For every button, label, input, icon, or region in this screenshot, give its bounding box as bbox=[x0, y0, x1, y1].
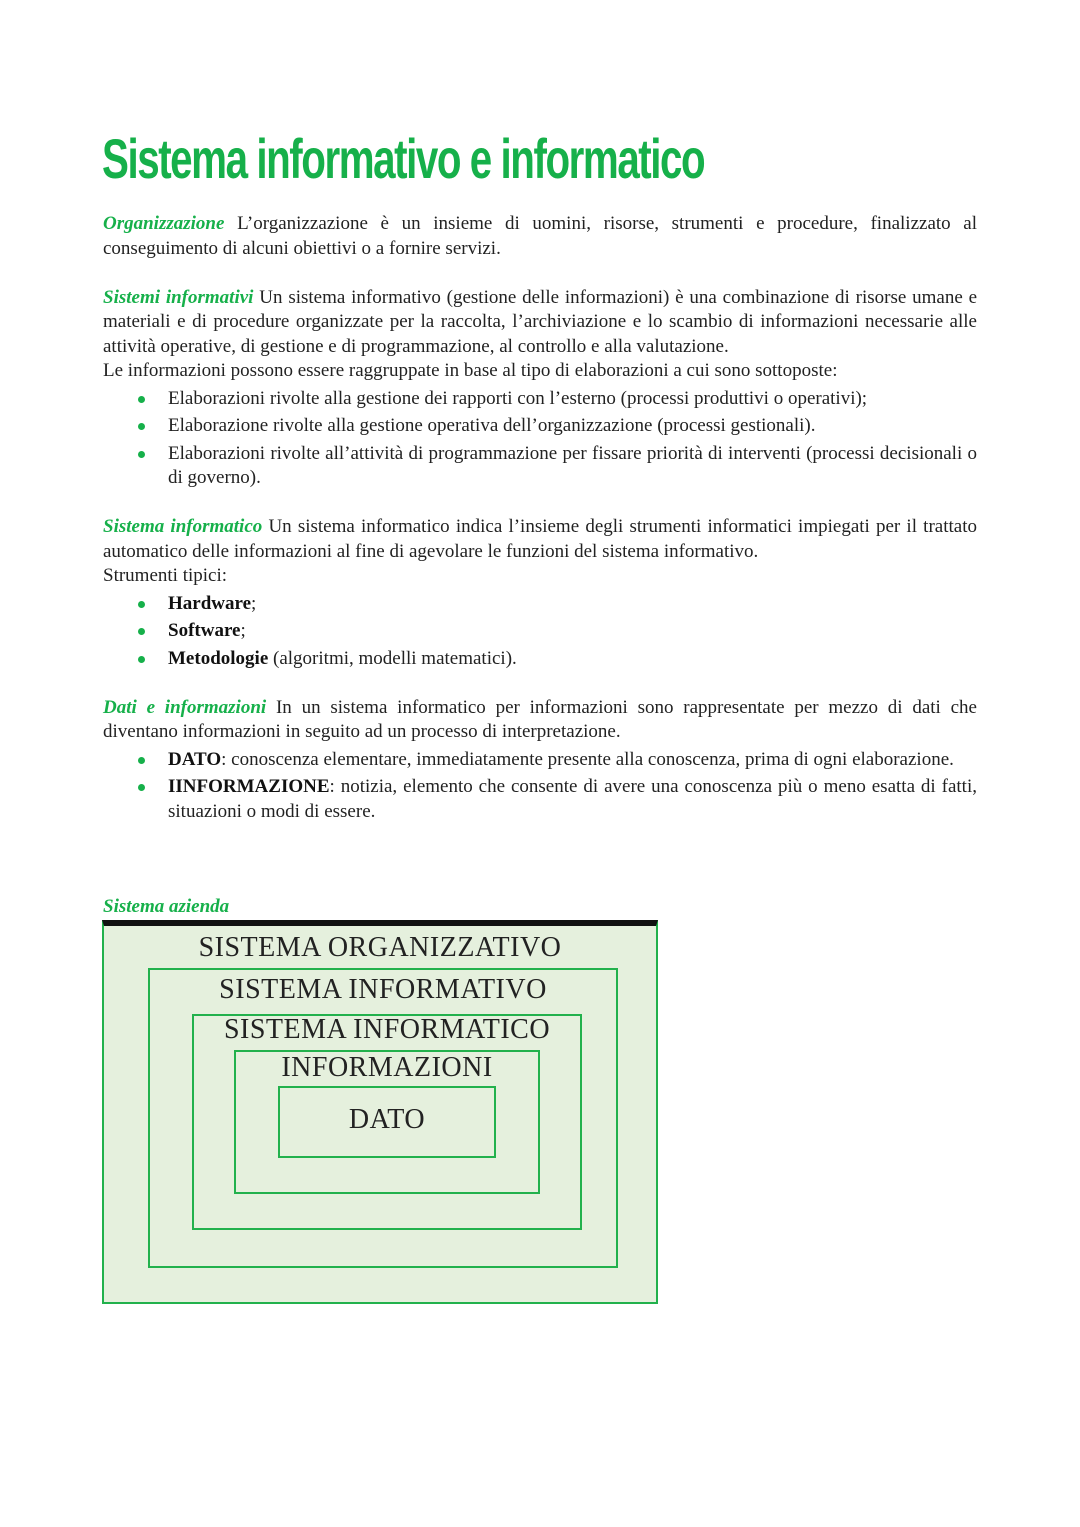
section-sistemi-informativi bbox=[103, 286, 977, 491]
paragraph bbox=[103, 515, 977, 564]
term-rest: : conoscenza elementare, immediatamente presente alla conoscenza, prima di ogni elaborazione. bbox=[221, 748, 954, 770]
paragraph-intro: Strumenti tipici: bbox=[103, 565, 228, 586]
nested-systems-diagram bbox=[102, 920, 658, 1304]
term-rest: : notizia, elemento che consente di avere una conoscenza più o meno esatta di fatti, situazioni o modi di essere. bbox=[168, 776, 977, 822]
bullet-list bbox=[103, 748, 977, 825]
section-keyword: Dati e informazioni bbox=[103, 696, 267, 718]
level-label-informazioni: INFORMAZIONI bbox=[281, 1052, 493, 1083]
box-sistema-informativo bbox=[148, 968, 618, 1268]
document-body bbox=[103, 212, 977, 849]
level-label-organizzativo: SISTEMA ORGANIZZATIVO bbox=[198, 932, 562, 963]
bullet-list bbox=[103, 387, 977, 491]
section-dati-informazioni bbox=[103, 696, 977, 825]
list-item: Elaborazioni rivolte all’attività di programmazione per fissare priorità di interventi (processi decisionali o di governo). bbox=[103, 442, 977, 491]
term-rest: ; bbox=[240, 620, 246, 641]
level-label-informatico: SISTEMA INFORMATICO bbox=[223, 1014, 551, 1045]
term: Hardware bbox=[168, 592, 252, 614]
term: DATO bbox=[168, 748, 222, 770]
term-rest: (algoritmi, modelli matematici). bbox=[268, 647, 517, 669]
box-informazioni bbox=[234, 1050, 540, 1194]
paragraph-text: In un sistema informatico per informazioni sono rappresentate per mezzo di dati che diventano informazioni in seguito ad un processo di interpretazione. bbox=[103, 696, 977, 742]
paragraph bbox=[103, 286, 977, 360]
list-item bbox=[103, 748, 977, 773]
section-keyword: Organizzazione bbox=[103, 213, 225, 234]
box-dato bbox=[278, 1086, 496, 1158]
list-item bbox=[103, 647, 977, 672]
box-sistema-informatico bbox=[192, 1014, 582, 1230]
section-organizzazione bbox=[103, 212, 977, 261]
paragraph-text: L’organizzazione è un insieme di uomini, risorse, strumenti e procedure, finalizzato al conseguimento di alcuni obiettivi o a fornire servizi. bbox=[103, 213, 978, 259]
paragraph bbox=[103, 696, 977, 745]
list-item: Elaborazione rivolte alla gestione operativa dell’organizzazione (processi gestionali). bbox=[103, 414, 977, 439]
section-keyword: Sistemi informativi bbox=[103, 286, 254, 308]
level-label-dato: DATO bbox=[348, 1104, 426, 1135]
list-item bbox=[103, 775, 977, 824]
section-keyword-sistema-azienda: Sistema azienda bbox=[103, 896, 230, 917]
list-item bbox=[103, 619, 977, 644]
bullet-list bbox=[103, 592, 977, 672]
term-rest: ; bbox=[251, 592, 257, 614]
list-item: Elaborazioni rivolte alla gestione dei rapporti con l’esterno (processi produttivi o operativi); bbox=[103, 387, 977, 412]
list-item bbox=[103, 592, 977, 617]
paragraph-intro: Le informazioni possono essere raggruppate in base al tipo di elaborazioni a cui sono sottoposte: bbox=[103, 360, 838, 381]
page-title: Sistema informativo e informatico bbox=[102, 127, 705, 190]
term: Metodologie bbox=[168, 647, 269, 669]
term: IINFORMAZIONE bbox=[168, 776, 330, 797]
section-sistema-informatico bbox=[103, 515, 977, 671]
paragraph-text: Un sistema informativo (gestione delle informazioni) è una combinazione di risorse umane e materiali e di procedure organizzate per la raccolta, l’archiviazione e lo scambio di informazioni necessarie alle attività operative, di gestione e di programmazione, al controllo e alla valutazione. bbox=[103, 286, 978, 357]
term: Software bbox=[168, 620, 241, 641]
level-label-informativo: SISTEMA INFORMATIVO bbox=[219, 974, 547, 1005]
paragraph bbox=[103, 212, 977, 261]
paragraph-text: Un sistema informatico indica l’insieme degli strumenti informatici impiegati per il trattato automatico delle informazioni al fine di agevolare le funzioni del sistema informativo. bbox=[103, 516, 977, 562]
section-keyword: Sistema informatico bbox=[103, 516, 263, 537]
